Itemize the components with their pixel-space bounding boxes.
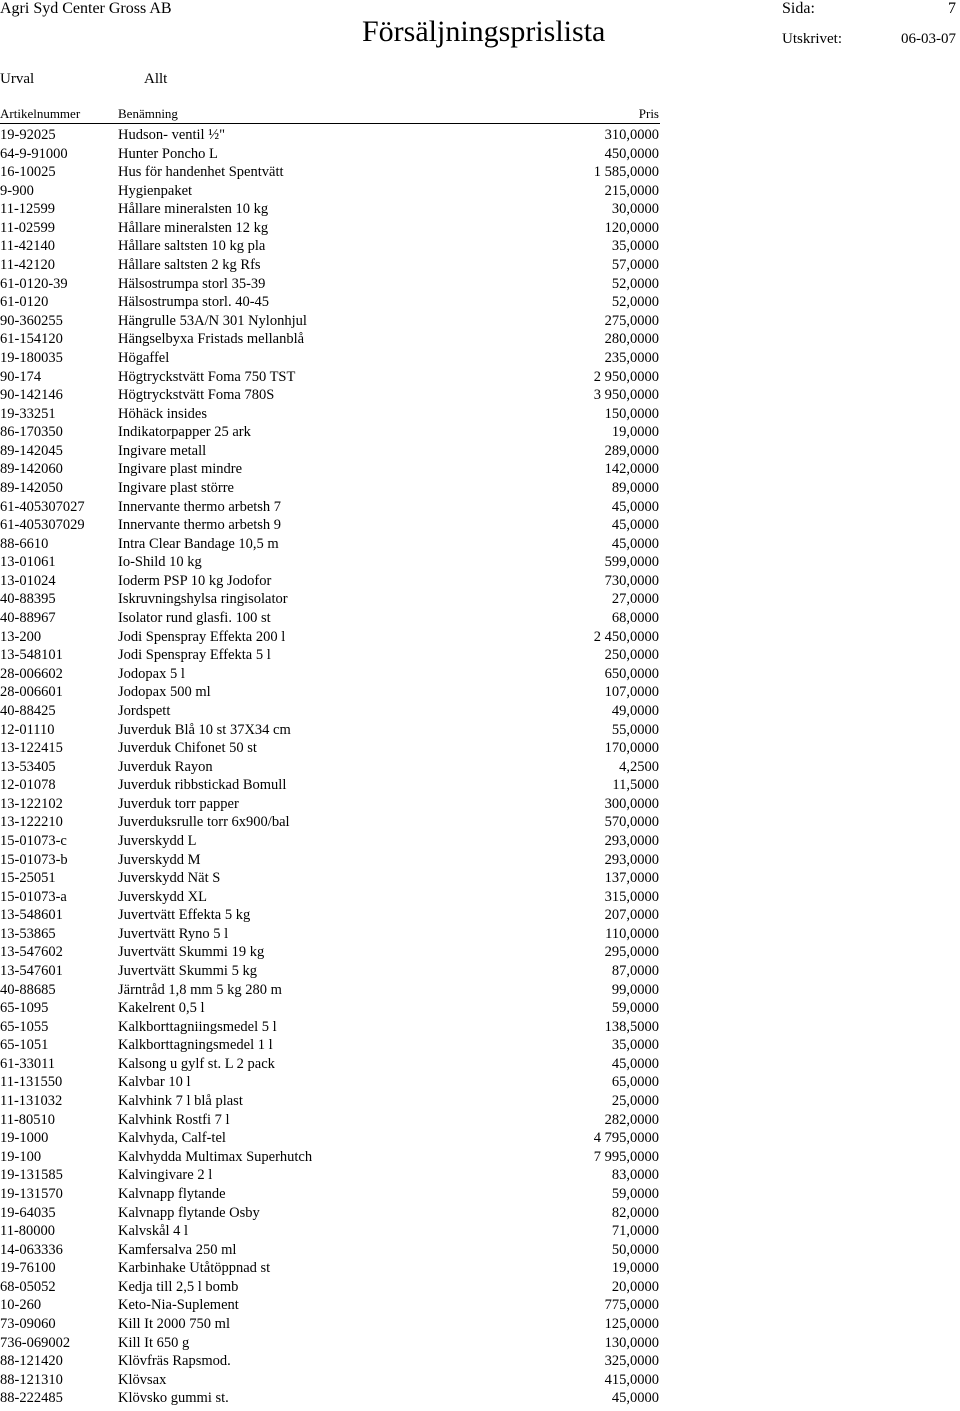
table-row xyxy=(0,609,660,628)
item-name: Innervante thermo arbetsh 7 xyxy=(118,498,282,515)
table-row xyxy=(0,1166,660,1185)
table-row xyxy=(0,1111,660,1130)
article-number: 40-88425 xyxy=(0,702,56,719)
article-number: 11-02599 xyxy=(0,219,56,236)
article-number: 13-200 xyxy=(0,628,42,645)
article-number: 61-405307029 xyxy=(0,517,85,534)
table-row xyxy=(0,330,660,349)
item-price: 20,0000 xyxy=(611,1278,659,1295)
item-price: 87,0000 xyxy=(611,963,659,980)
article-number: 13-122102 xyxy=(0,795,63,812)
article-number: 10-260 xyxy=(0,1297,42,1314)
table-row xyxy=(0,516,660,535)
selection-label: Urval xyxy=(0,71,35,87)
article-number: 61-0120 xyxy=(0,294,49,311)
selection-value: Allt xyxy=(144,71,168,87)
item-price: 57,0000 xyxy=(611,257,659,274)
item-name: Juvertvätt Skummi 5 kg xyxy=(118,963,257,980)
item-name: Kalvhyda, Calf-tel xyxy=(118,1130,226,1147)
item-name: Hygienpaket xyxy=(118,182,193,199)
item-name: Keto-Nia-Suplement xyxy=(118,1297,239,1314)
item-name: Juvertvätt Skummi 19 kg xyxy=(118,944,265,961)
table-row xyxy=(0,1129,660,1148)
item-price: 282,0000 xyxy=(604,1111,659,1128)
item-name: Kill It 2000 750 ml xyxy=(118,1316,230,1332)
item-price: 19,0000 xyxy=(611,1260,659,1277)
item-name: Juverduksrulle torr 6x900/bal xyxy=(118,814,290,831)
table-row xyxy=(0,479,660,498)
table-row xyxy=(0,553,660,572)
article-number: 40-88685 xyxy=(0,981,56,998)
item-name: Jodopax 500 ml xyxy=(118,684,211,701)
article-number: 19-131570 xyxy=(0,1185,63,1202)
item-name: Hållare saltsten 10 kg pla xyxy=(118,238,266,255)
item-name: Högtryckstvätt Foma 750 TST xyxy=(118,368,296,385)
page-number-label: Sida: xyxy=(782,0,815,17)
article-number: 15-01073-c xyxy=(0,832,67,849)
article-number: 90-360255 xyxy=(0,312,63,329)
item-price: 110,0000 xyxy=(605,925,659,942)
item-name: Hängrulle 53A/N 301 Nylonhjul xyxy=(118,312,307,329)
table-row xyxy=(0,312,660,331)
item-name: Klövsko gummi st. xyxy=(118,1390,229,1407)
item-price: 730,0000 xyxy=(604,572,659,589)
article-number: 61-154120 xyxy=(0,331,63,348)
item-name: Kalvhydda Multimax Superhutch xyxy=(118,1148,313,1165)
item-name: Juverduk torr papper xyxy=(118,795,239,812)
table-row xyxy=(0,1092,660,1111)
item-price: 35,0000 xyxy=(611,238,659,255)
item-name: Kalvhink 7 l blå plast xyxy=(118,1093,243,1110)
item-name: Hängselbyxa Fristads mellanblå xyxy=(118,331,305,348)
item-price: 35,0000 xyxy=(611,1037,659,1054)
item-name: Hälsostrumpa storl. 40-45 xyxy=(118,294,270,311)
item-name: Juvertvätt Effekta 5 kg xyxy=(118,907,251,924)
item-price: 295,0000 xyxy=(604,944,659,961)
item-name: Kalsong u gylf st. L 2 pack xyxy=(118,1055,275,1072)
item-name: Kalvskål 4 l xyxy=(118,1223,189,1240)
article-number: 736-069002 xyxy=(0,1334,71,1351)
article-number: 28-006601 xyxy=(0,684,63,701)
item-name: Kalvhink Rostfi 7 l xyxy=(118,1111,230,1128)
item-price: 45,0000 xyxy=(611,1390,659,1407)
table-row xyxy=(0,739,660,758)
table-row xyxy=(0,1334,660,1353)
item-price: 120,0000 xyxy=(604,219,659,236)
item-name: Iskruvningshylsa ringisolator xyxy=(118,591,288,608)
article-number: 64-9-91000 xyxy=(0,145,68,162)
item-name: Kalvnapp flytande xyxy=(118,1185,226,1202)
table-row xyxy=(0,869,660,888)
article-number: 11-12599 xyxy=(0,201,56,218)
article-number: 28-006602 xyxy=(0,665,63,682)
item-price: 59,0000 xyxy=(611,1185,659,1202)
article-number: 15-01073-a xyxy=(0,888,67,905)
table-row xyxy=(0,368,660,387)
table-row xyxy=(0,237,660,256)
item-name: Jodopax 5 l xyxy=(118,665,185,682)
table-row xyxy=(0,1352,660,1371)
article-number: 12-01078 xyxy=(0,777,56,794)
table-row xyxy=(0,1204,660,1223)
item-price: 68,0000 xyxy=(611,610,659,627)
page-number: 7 xyxy=(948,0,956,17)
article-number: 89-142060 xyxy=(0,461,63,478)
table-row xyxy=(0,219,660,238)
table-row xyxy=(0,1222,660,1241)
table-row xyxy=(0,813,660,832)
table-row xyxy=(0,1371,660,1390)
item-price: 138,5000 xyxy=(604,1018,659,1035)
item-price: 207,0000 xyxy=(604,907,659,924)
article-number: 40-88967 xyxy=(0,610,56,627)
item-name: Kalvnapp flytande Osby xyxy=(118,1204,260,1221)
item-price: 59,0000 xyxy=(611,1000,659,1017)
article-number: 89-142050 xyxy=(0,479,63,496)
item-price: 125,0000 xyxy=(604,1316,659,1332)
table-row xyxy=(0,646,660,665)
article-number: 13-547601 xyxy=(0,963,63,980)
item-price: 250,0000 xyxy=(604,647,659,664)
item-name: Juverduk Chifonet 50 st xyxy=(118,740,257,757)
table-row xyxy=(0,1315,660,1334)
article-number: 13-548601 xyxy=(0,907,63,924)
table-row xyxy=(0,721,660,740)
table-row xyxy=(0,460,660,479)
item-price: 142,0000 xyxy=(604,461,659,478)
item-price: 450,0000 xyxy=(604,145,659,162)
item-price: 293,0000 xyxy=(604,851,659,868)
item-name: Jodi Spenspray Effekta 200 l xyxy=(118,628,286,645)
item-name: Klövfräs Rapsmod. xyxy=(118,1353,231,1370)
item-price: 275,0000 xyxy=(604,312,659,329)
item-name: Jodi Spenspray Effekta 5 l xyxy=(118,647,271,664)
item-name: Ioderm PSP 10 kg Jodofor xyxy=(118,572,272,589)
printed-date: 06-03-07 xyxy=(901,31,956,47)
item-price: 19,0000 xyxy=(611,424,659,441)
item-price: 45,0000 xyxy=(611,517,659,534)
item-price: 137,0000 xyxy=(604,870,659,887)
table-row xyxy=(0,906,660,925)
item-name: Hus för handenhet Spentvätt xyxy=(118,164,284,181)
item-price: 89,0000 xyxy=(611,479,659,496)
table-row xyxy=(0,1018,660,1037)
item-price: 45,0000 xyxy=(611,498,659,515)
article-number: 61-0120-39 xyxy=(0,275,68,292)
item-name: Kalvingivare 2 l xyxy=(118,1167,213,1184)
item-name: Isolator rund glasfi. 100 st xyxy=(118,610,271,627)
item-price: 1 585,0000 xyxy=(593,164,659,181)
item-price: 310,0000 xyxy=(604,127,659,143)
article-number: 19-1000 xyxy=(0,1130,49,1147)
table-row xyxy=(0,386,660,405)
item-price: 55,0000 xyxy=(611,721,659,738)
article-number: 19-131585 xyxy=(0,1167,63,1184)
item-price: 82,0000 xyxy=(611,1204,659,1221)
table-row xyxy=(0,442,660,461)
article-number: 65-1051 xyxy=(0,1037,49,1054)
item-price: 293,0000 xyxy=(604,832,659,849)
item-name: Järntråd 1,8 mm 5 kg 280 m xyxy=(118,981,282,998)
item-price: 49,0000 xyxy=(611,702,659,719)
table-row xyxy=(0,981,660,1000)
page-title: Försäljningsprislista xyxy=(362,15,606,48)
item-price: 45,0000 xyxy=(611,535,659,552)
table-row xyxy=(0,702,660,721)
item-price: 325,0000 xyxy=(604,1353,659,1370)
article-number: 15-01073-b xyxy=(0,851,68,868)
table-row xyxy=(0,999,660,1018)
table-row xyxy=(0,1185,660,1204)
article-number: 13-53865 xyxy=(0,925,56,942)
item-price: 11,5000 xyxy=(612,777,659,794)
item-price: 71,0000 xyxy=(611,1223,659,1240)
item-name: Kakelrent 0,5 l xyxy=(118,1000,205,1017)
table-row xyxy=(0,683,660,702)
table-row xyxy=(0,423,660,442)
item-price: 27,0000 xyxy=(611,591,659,608)
item-name: Juverduk Blå 10 st 37X34 cm xyxy=(118,721,291,738)
table-row xyxy=(0,665,660,684)
table-row xyxy=(0,962,660,981)
item-name: Innervante thermo arbetsh 9 xyxy=(118,517,282,534)
article-number: 13-01061 xyxy=(0,554,56,571)
item-price: 3 950,0000 xyxy=(593,387,659,404)
article-number: 11-80000 xyxy=(0,1223,56,1240)
item-price: 30,0000 xyxy=(611,201,659,218)
article-number: 68-05052 xyxy=(0,1278,56,1295)
item-price: 775,0000 xyxy=(604,1297,659,1314)
table-row xyxy=(0,1148,660,1167)
table-row xyxy=(0,498,660,517)
article-number: 61-405307027 xyxy=(0,498,85,515)
article-number: 88-121420 xyxy=(0,1353,63,1370)
article-number: 65-1055 xyxy=(0,1018,49,1035)
company-name: Agri Syd Center Gross AB xyxy=(0,0,172,17)
column-header-name: Benämning xyxy=(118,106,178,121)
table-row xyxy=(0,795,660,814)
column-header-article: Artikelnummer xyxy=(0,106,81,121)
article-number: 19-76100 xyxy=(0,1260,56,1277)
article-number: 40-88395 xyxy=(0,591,56,608)
table-row xyxy=(0,145,660,164)
article-number: 89-142045 xyxy=(0,442,63,459)
article-number: 13-122210 xyxy=(0,814,63,831)
article-number: 13-547602 xyxy=(0,944,63,961)
item-name: Högaffel xyxy=(118,349,170,366)
item-name: Indikatorpapper 25 ark xyxy=(118,424,251,441)
item-name: Juverskydd M xyxy=(118,851,201,868)
item-price: 50,0000 xyxy=(611,1241,659,1258)
table-row xyxy=(0,1296,660,1315)
item-name: Juvertvätt Ryno 5 l xyxy=(118,925,229,942)
item-price: 130,0000 xyxy=(604,1334,659,1351)
item-price: 107,0000 xyxy=(604,684,659,701)
article-number: 88-121310 xyxy=(0,1371,63,1388)
item-name: Karbinhake Utåtöppnad st xyxy=(118,1260,271,1277)
article-number: 61-33011 xyxy=(0,1055,56,1072)
article-number: 13-122415 xyxy=(0,740,63,757)
item-price: 415,0000 xyxy=(604,1371,659,1388)
article-number: 16-10025 xyxy=(0,164,56,181)
item-name: Ingivare metall xyxy=(118,442,207,459)
article-number: 19-33251 xyxy=(0,405,56,422)
table-row xyxy=(0,572,660,591)
table-row xyxy=(0,1278,660,1297)
article-number: 11-42140 xyxy=(0,238,56,255)
item-price: 65,0000 xyxy=(611,1074,659,1091)
table-row xyxy=(0,943,660,962)
article-number: 19-64035 xyxy=(0,1204,56,1221)
table-row xyxy=(0,349,660,368)
header-divider xyxy=(0,123,660,124)
item-name: Io-Shild 10 kg xyxy=(118,554,202,571)
article-number: 19-180035 xyxy=(0,349,63,366)
article-number: 90-142146 xyxy=(0,387,63,404)
item-name: Kill It 650 g xyxy=(118,1334,190,1351)
article-number: 13-01024 xyxy=(0,572,56,589)
article-number: 88-6610 xyxy=(0,535,49,552)
item-name: Klövsax xyxy=(118,1371,167,1388)
table-row xyxy=(0,275,660,294)
item-name: Juverskydd XL xyxy=(118,888,208,905)
table-row xyxy=(0,293,660,312)
table-row xyxy=(0,1259,660,1278)
table-row xyxy=(0,1241,660,1260)
item-name: Juverskydd Nät S xyxy=(118,870,221,887)
item-price: 83,0000 xyxy=(611,1167,659,1184)
item-price: 2 950,0000 xyxy=(593,368,659,385)
table-row xyxy=(0,200,660,219)
table-row xyxy=(0,1389,660,1408)
item-price: 7 995,0000 xyxy=(593,1148,659,1165)
table-row xyxy=(0,925,660,944)
item-price: 2 450,0000 xyxy=(593,628,659,645)
table-row xyxy=(0,888,660,907)
table-row xyxy=(0,126,660,145)
article-number: 11-131032 xyxy=(0,1093,63,1110)
item-name: Hudson- ventil ½" xyxy=(118,127,226,143)
table-row xyxy=(0,163,660,182)
item-name: Hållare mineralsten 12 kg xyxy=(118,219,269,236)
item-name: Kalkborttagniingsmedel 5 l xyxy=(118,1018,277,1035)
item-name: Intra Clear Bandage 10,5 m xyxy=(118,535,279,552)
article-number: 11-131550 xyxy=(0,1074,63,1091)
table-row xyxy=(0,851,660,870)
table-row xyxy=(0,1055,660,1074)
article-number: 73-09060 xyxy=(0,1316,56,1332)
item-price: 235,0000 xyxy=(604,349,659,366)
article-number: 13-548101 xyxy=(0,647,63,664)
item-name: Kalkborttagningsmedel 1 l xyxy=(118,1037,273,1054)
item-price: 599,0000 xyxy=(604,554,659,571)
price-list-table xyxy=(0,126,660,1408)
item-name: Högtryckstvätt Foma 780S xyxy=(118,387,275,404)
item-price: 650,0000 xyxy=(604,665,659,682)
table-row xyxy=(0,405,660,424)
table-row xyxy=(0,832,660,851)
item-name: Juverskydd L xyxy=(118,832,197,849)
item-name: Hållare mineralsten 10 kg xyxy=(118,201,269,218)
table-row xyxy=(0,535,660,554)
article-number: 13-53405 xyxy=(0,758,56,775)
item-name: Juverduk ribbstickad Bomull xyxy=(118,777,287,794)
item-price: 45,0000 xyxy=(611,1055,659,1072)
item-name: Hälsostrumpa storl 35-39 xyxy=(118,275,266,292)
item-price: 150,0000 xyxy=(604,405,659,422)
article-number: 19-92025 xyxy=(0,127,56,143)
table-row xyxy=(0,758,660,777)
item-price: 4,2500 xyxy=(619,758,659,775)
item-price: 170,0000 xyxy=(604,740,659,757)
item-name: Hållare saltsten 2 kg Rfs xyxy=(118,257,261,274)
item-price: 215,0000 xyxy=(604,182,659,199)
article-number: 88-222485 xyxy=(0,1390,63,1407)
item-name: Höhäck insides xyxy=(118,405,207,422)
article-number: 11-42120 xyxy=(0,257,56,274)
printed-date-label: Utskrivet: xyxy=(782,31,842,47)
table-row xyxy=(0,1036,660,1055)
item-price: 4 795,0000 xyxy=(593,1130,659,1147)
item-name: Ingivare plast mindre xyxy=(118,461,243,478)
item-name: Kalvbar 10 l xyxy=(118,1074,191,1091)
item-price: 52,0000 xyxy=(611,294,659,311)
table-row xyxy=(0,590,660,609)
article-number: 86-170350 xyxy=(0,424,63,441)
article-number: 90-174 xyxy=(0,368,42,385)
item-price: 300,0000 xyxy=(604,795,659,812)
item-price: 280,0000 xyxy=(604,331,659,348)
table-row xyxy=(0,182,660,201)
table-row xyxy=(0,256,660,275)
table-row xyxy=(0,776,660,795)
item-price: 315,0000 xyxy=(604,888,659,905)
article-number: 19-100 xyxy=(0,1148,42,1165)
article-number: 14-063336 xyxy=(0,1241,63,1258)
item-price: 52,0000 xyxy=(611,275,659,292)
item-name: Hunter Poncho L xyxy=(118,145,218,162)
item-price: 25,0000 xyxy=(611,1093,659,1110)
item-name: Ingivare plast större xyxy=(118,479,234,496)
article-number: 9-900 xyxy=(0,182,34,199)
item-name: Juverduk Rayon xyxy=(118,758,213,775)
article-number: 12-01110 xyxy=(0,721,55,738)
column-header-price: Pris xyxy=(638,106,659,121)
article-number: 11-80510 xyxy=(0,1111,56,1128)
item-price: 289,0000 xyxy=(604,442,659,459)
item-name: Jordspett xyxy=(118,702,171,719)
article-number: 15-25051 xyxy=(0,870,56,887)
item-name: Kedja till 2,5 l bomb xyxy=(118,1278,239,1295)
article-number: 65-1095 xyxy=(0,1000,49,1017)
item-name: Kamfersalva 250 ml xyxy=(118,1241,237,1258)
item-price: 99,0000 xyxy=(611,981,659,998)
item-price: 570,0000 xyxy=(604,814,659,831)
table-row xyxy=(0,1073,660,1092)
table-row xyxy=(0,628,660,647)
